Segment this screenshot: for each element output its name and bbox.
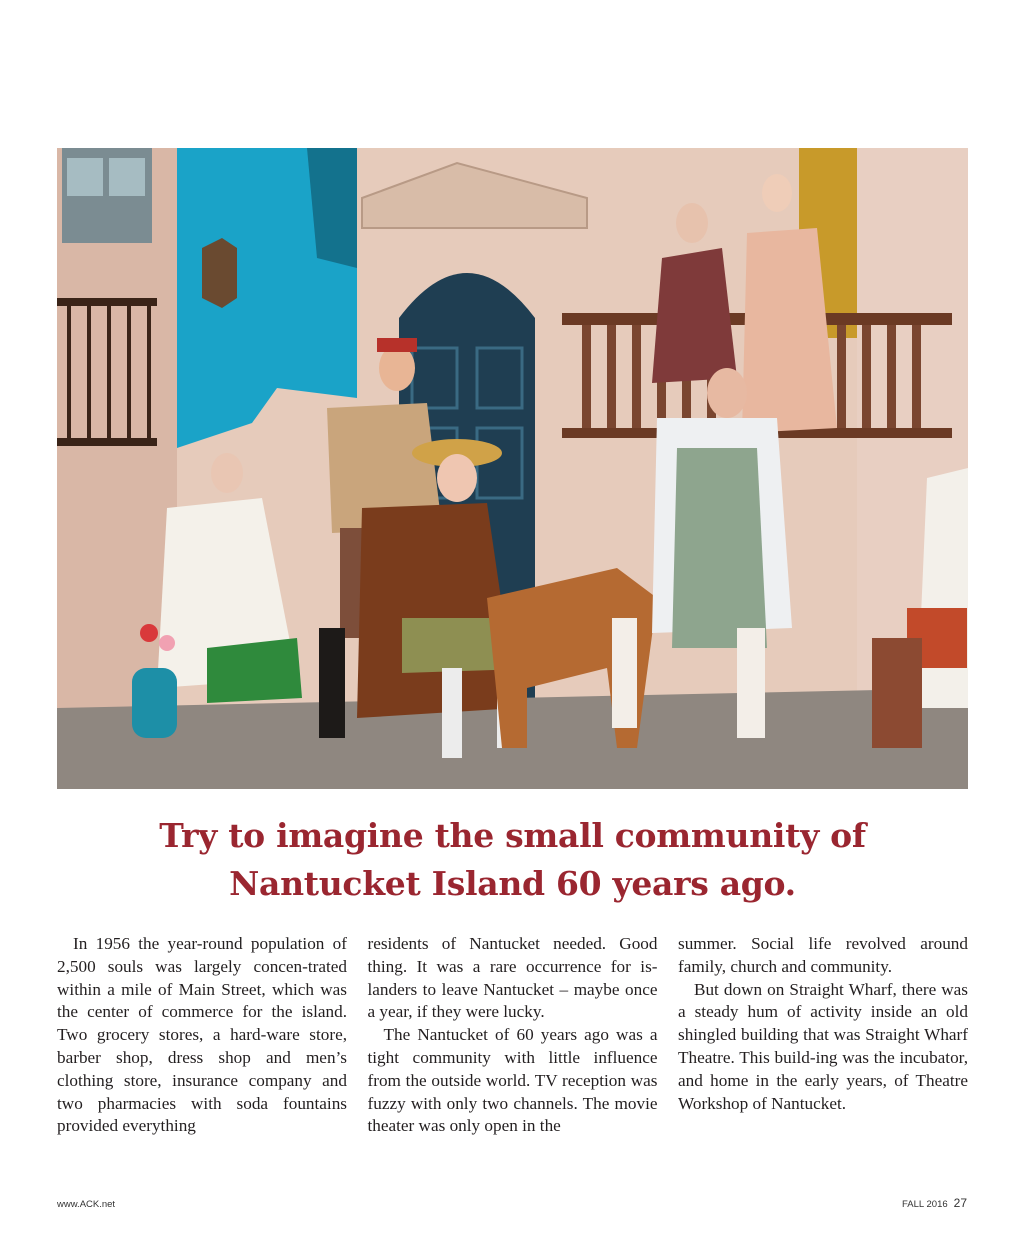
footer-issue-info: [902, 1196, 967, 1210]
column-2-paragraph-1: residents of Nantucket needed. Good thing. It was a rare occurrence for is-landers to leave Nantucket – maybe once a year, if they were lucky.: [367, 934, 658, 1022]
column-1-paragraph-1: In 1956 the year-round population of 2,500 souls was largely concen-trated within a mile of Main Street, which was the center of commerce for the island. Two grocery stores, a hard-ware store, barber shop, dress shop and men’s clothing store, insurance company and two pharmacies with soda fountains provided everything: [57, 934, 347, 1136]
column-3-paragraph-2: But down on Straight Wharf, there was a steady hum of activity inside an old shingled building that was Straight Wharf Theatre. This build-ing was the incubator, and home in the early years, of Theatre Workshop of Nantucket.: [678, 979, 968, 1113]
column-3: [678, 933, 968, 1138]
page-number: 27: [953, 1196, 967, 1210]
footer-issue: FALL 2016: [902, 1199, 948, 1210]
headline-line-1: Try to imagine the small community of: [159, 816, 866, 855]
body-columns: [57, 933, 968, 1138]
theatre-stage-photo-icon: [57, 148, 968, 789]
column-3-paragraph-1: summer. Social life revolved around family, church and community.: [678, 934, 968, 976]
column-2: [368, 933, 658, 1138]
headline-line-2: Nantucket Island 60 years ago.: [229, 864, 796, 903]
column-2-paragraph-2: The Nantucket of 60 years ago was a tight community with little influence from the outside world. TV reception was fuzzy with only two channels. The movie theater was only open in the: [367, 1025, 658, 1136]
column-1: [57, 933, 347, 1138]
theatre-stage-photo: [57, 148, 968, 789]
headline: [57, 812, 968, 908]
footer-website[interactable]: www.ACK.net: [57, 1199, 116, 1210]
